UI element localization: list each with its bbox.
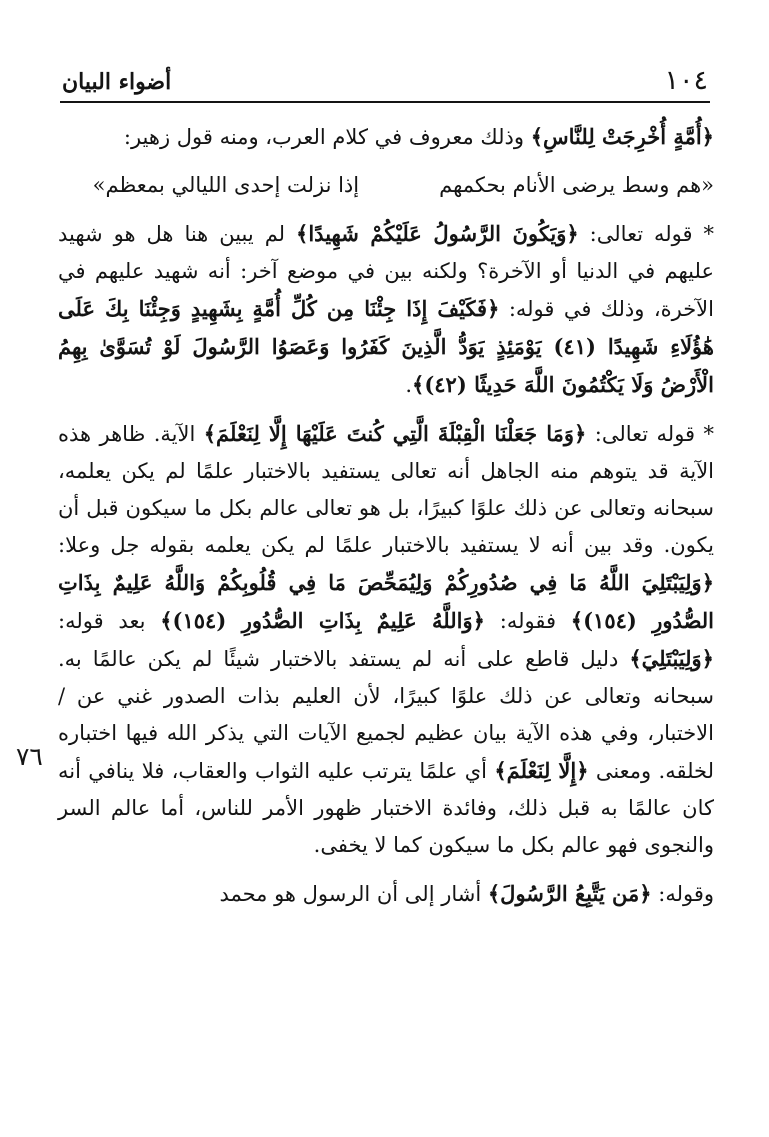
quran-verse: ﴿فَكَيْفَ إِذَا جِئْنَا مِن كُلِّ أُمَّةٍ بِشَهِيدٍ وَجِئْنَا بِكَ عَلَى هَٰؤُلَاءِ شَهِيدًا (٤١) يَوْمَئِذٍ يَوَدُّ الَّذِينَ كَفَرُوا وَعَصَوُا الرَّسُولَ لَوْ تُسَوَّىٰ بِهِمُ الْأَرْضُ وَلَا يَكْتُمُونَ اللَّهَ حَدِيثًا (٤٢)﴾	[58, 296, 714, 397]
text-run: .	[405, 373, 413, 397]
quran-verse: ﴿أُمَّةٍ أُخْرِجَتْ لِلنَّاسِ﴾	[530, 124, 714, 149]
poem-hemistich-second: إذا نزلت إحدى الليالي بمعظم»	[92, 173, 360, 197]
paragraph-3	[58, 215, 714, 404]
text-run: * قوله تعالى:	[578, 222, 715, 246]
text-run: * قوله تعالى:	[586, 422, 715, 446]
quran-verse: ﴿وَيَكُونَ الرَّسُولُ عَلَيْكُمْ شَهِيدًا﴾	[296, 221, 579, 246]
text-run: أشار إلى أن الرسول هو محمد	[219, 882, 488, 906]
text-run: فقوله:	[484, 609, 571, 633]
page-header	[62, 64, 708, 100]
text-run: بعد قوله:	[58, 609, 161, 633]
text-run: لم يبين هنا هل هو شهيد عليهم في الدنيا أو الآخرة؟ ولكنه بين في موضع آخر: أنه شهيد عليهم في الآخرة، وذلك في قوله:	[58, 222, 714, 321]
poem-line	[58, 167, 714, 204]
quran-verse: ﴿وَلِيَبْتَلِيَ اللَّهُ مَا فِي صُدُورِكُمْ وَلِيُمَحِّصَ مَا فِي قُلُوبِكُمْ وَاللَّهُ عَلِيمٌ بِذَاتِ الصُّدُورِ (١٥٤)﴾	[58, 570, 715, 633]
quran-verse: ﴿إِلَّا لِنَعْلَمَ﴾	[494, 758, 589, 783]
quran-verse: ﴿وَاللَّهُ عَلِيمٌ بِذَاتِ الصُّدُورِ (١٥٤)﴾	[160, 608, 485, 633]
text-run: أي علمًا يترتب عليه الثواب والعقاب، فلا ينافي أنه كان عالمًا به قبل ذلك، وفائدة الاختبار ظهور الأمر للناس، أما عالم السر والنجوى فهو عالم بكل ما سيكون كما لا يخفى.	[58, 759, 714, 857]
quran-verse: ﴿وَلِيَبْتَلِيَ﴾	[629, 646, 714, 671]
paragraph-1	[58, 118, 714, 156]
text-run: وقوله:	[651, 882, 714, 906]
header-divider	[60, 101, 710, 103]
paragraph-4	[58, 415, 714, 864]
running-title: أضواء البيان	[62, 69, 172, 95]
quran-verse: ﴿مَن يَتَّبِعُ الرَّسُولَ﴾	[487, 881, 652, 906]
text-run: الآية. ظاهر هذه الآية قد يتوهم منه الجاهل أنه تعالى يستفيد بالاختبار علمًا لم يكن يعلمه، سبحانه وتعالى عن ذلك علوًا كبيرًا، بل هو تعالى عالم بكل ما سيكون قبل أن يكون. وقد بين أنه لا يستفيد بالاختبار علمًا لم يكن يعلمه بقوله جل وعلا:	[58, 422, 714, 557]
text-run: وذلك معروف في كلام العرب، ومنه قول زهير:	[123, 125, 531, 149]
quran-verse: ﴿وَمَا جَعَلْنَا الْقِبْلَةَ الَّتِي كُنتَ عَلَيْهَا إِلَّا لِنَعْلَمَ﴾	[203, 421, 587, 446]
body-text	[58, 118, 714, 913]
text-run: دليل قاطع على أنه لم يستفد بالاختبار شيئًا لم يكن عالمًا به. سبحانه وتعالى عن ذلك علوًا كبيرًا، لأن العليم بذات الصدور غني عن / الاختبار، وفي هذه الآية بيان عظيم لجميع الآيات التي يذكر الله فيها اختباره لخلقه. ومعنى	[58, 647, 714, 783]
paragraph-5	[58, 875, 714, 913]
page-number: ١٠٤	[664, 65, 708, 96]
poem-hemistich-first: «هم وسط يرضى الأنام بحكمهم	[439, 173, 714, 197]
margin-page-reference: ٧٦	[16, 742, 43, 771]
